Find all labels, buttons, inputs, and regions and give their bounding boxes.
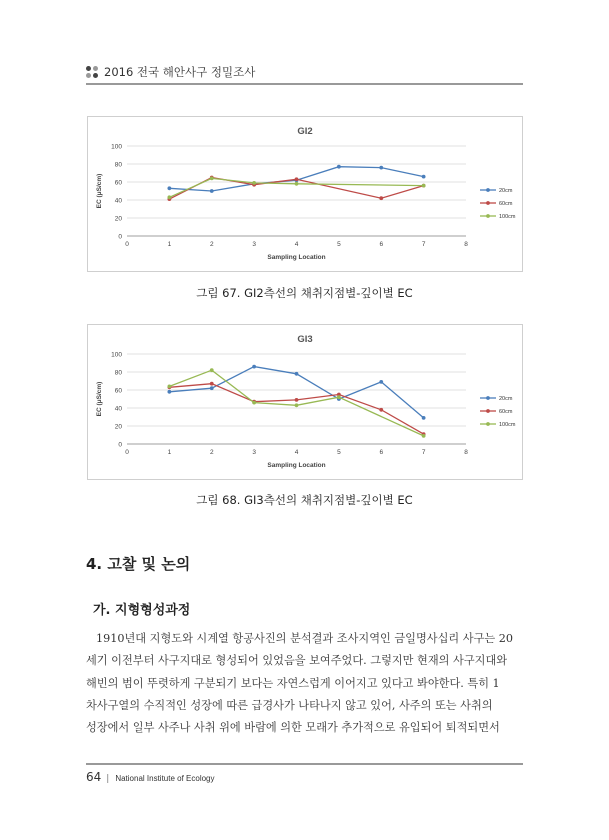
chart-gi2 <box>87 116 523 272</box>
data-point-60cm <box>379 408 383 412</box>
data-point-100cm <box>252 401 256 405</box>
y-tick-label: 40 <box>114 405 122 413</box>
data-point-20cm <box>379 380 383 384</box>
paragraph-line: 해빈의 범이 뚜렷하게 구분되기 보다는 자연스럽게 이어지고 있다고 봐야한다. 특히 1 <box>86 676 500 690</box>
figure-caption-67: 그림 67. GI2측선의 채취지점별-깊이별 EC <box>196 286 413 300</box>
data-point-100cm <box>167 385 171 389</box>
x-tick-label: 1 <box>167 449 172 456</box>
data-point-20cm <box>337 165 341 169</box>
y-tick-label: 0 <box>118 233 122 241</box>
y-tick-label: 20 <box>114 423 122 431</box>
data-point-20cm <box>210 189 214 193</box>
paragraph-line: 성장에서 일부 사주나 사취 위에 바람에 의한 모래가 추가적으로 유입되어 퇴적되면서 <box>86 721 500 735</box>
x-tick-label: 0 <box>125 449 129 456</box>
footer-institution: National Institute of Ecology <box>115 774 215 783</box>
legend-label: 60cm <box>499 409 513 415</box>
x-tick-label: 4 <box>294 241 299 248</box>
data-point-60cm <box>295 398 299 402</box>
legend-label: 100cm <box>499 214 516 220</box>
chart-title: GI3 <box>297 334 313 345</box>
subsection-title: 가. 지형형성과정 <box>93 603 191 618</box>
legend-label: 20cm <box>499 188 513 194</box>
x-tick-label: 6 <box>379 241 384 248</box>
legend-marker-60cm <box>486 409 490 413</box>
paragraph-line: 1910년대 지형도와 시계열 항공사진의 분석결과 조사지역인 금일명사십리 사구는 20 <box>96 632 513 645</box>
y-tick-label: 40 <box>114 197 122 205</box>
figure-caption-68: 그림 68. GI3측선의 채취지점별-깊이별 EC <box>196 493 413 507</box>
x-tick-label: 5 <box>337 449 341 456</box>
data-point-100cm <box>295 182 299 186</box>
chart-title: GI2 <box>297 126 313 137</box>
legend-marker-100cm <box>486 422 490 426</box>
section-title: 4. 고찰 및 논의 <box>86 555 191 573</box>
data-point-100cm <box>337 395 341 399</box>
footer-rule <box>86 763 523 765</box>
data-point-20cm <box>252 365 256 369</box>
y-axis-label: EC (μS/cm) <box>96 381 103 417</box>
data-point-20cm <box>210 386 214 390</box>
x-tick-label: 3 <box>252 449 256 456</box>
legend-marker-20cm <box>486 396 490 400</box>
chart-gi3 <box>87 324 523 480</box>
x-tick-label: 7 <box>421 449 426 456</box>
data-point-100cm <box>210 368 214 372</box>
legend-label: 100cm <box>499 422 516 428</box>
header-bullet-icon <box>86 66 98 78</box>
data-point-20cm <box>295 372 299 376</box>
x-axis-label: Sampling Location <box>267 462 326 469</box>
data-point-20cm <box>422 175 426 179</box>
y-tick-label: 0 <box>118 441 122 449</box>
legend-marker-20cm <box>486 188 490 192</box>
data-point-20cm <box>422 416 426 420</box>
y-tick-label: 80 <box>114 161 122 169</box>
page-number: 64 <box>86 770 102 784</box>
x-tick-label: 4 <box>294 449 299 456</box>
data-point-20cm <box>167 390 171 394</box>
paragraph-line: 차사구열의 수직적인 성장에 따른 급경사가 나타나지 않고 있어, 사주의 또는 사취의 <box>86 698 493 712</box>
y-tick-label: 20 <box>114 215 122 223</box>
y-tick-label: 60 <box>114 387 122 395</box>
data-point-100cm <box>295 403 299 407</box>
legend-marker-100cm <box>486 214 490 218</box>
x-tick-label: 7 <box>421 241 426 248</box>
x-tick-label: 3 <box>252 241 256 248</box>
y-tick-label: 80 <box>114 369 122 377</box>
data-point-100cm <box>167 195 171 199</box>
x-tick-label: 6 <box>379 449 384 456</box>
data-point-100cm <box>252 181 256 185</box>
footer <box>86 770 215 784</box>
body-paragraph <box>86 628 523 739</box>
data-point-60cm <box>210 382 214 386</box>
y-tick-label: 60 <box>114 179 122 187</box>
data-point-20cm <box>379 166 383 170</box>
y-tick-label: 100 <box>111 143 122 151</box>
data-point-20cm <box>167 186 171 190</box>
header-title: 2016 전국 해안사구 정밀조사 <box>104 65 256 79</box>
x-tick-label: 8 <box>464 449 468 456</box>
data-point-60cm <box>379 196 383 200</box>
series-line-60cm <box>169 384 423 434</box>
y-axis-label: EC (μS/cm) <box>96 173 103 209</box>
data-point-60cm <box>295 177 299 181</box>
data-point-100cm <box>210 177 214 181</box>
x-axis-label: Sampling Location <box>267 254 326 261</box>
x-tick-label: 2 <box>209 449 214 456</box>
chart-gi3-svg <box>88 325 522 479</box>
x-tick-label: 0 <box>125 241 129 248</box>
x-tick-label: 1 <box>167 241 172 248</box>
data-point-100cm <box>422 434 426 438</box>
x-tick-label: 2 <box>209 241 214 248</box>
legend-label: 20cm <box>499 396 513 402</box>
y-tick-label: 100 <box>111 351 122 359</box>
legend-marker-60cm <box>486 201 490 205</box>
paragraph-line: 세기 이전부터 사구지대로 형성되어 있었음을 보여주었다. 그렇지만 현재의 사구지대와 <box>86 654 508 668</box>
legend-label: 60cm <box>499 201 513 207</box>
running-header <box>86 64 255 80</box>
data-point-100cm <box>422 184 426 188</box>
footer-separator: | <box>106 774 110 784</box>
x-tick-label: 8 <box>464 241 468 248</box>
chart-gi2-svg <box>88 117 522 271</box>
x-tick-label: 5 <box>337 241 341 248</box>
header-rule <box>86 83 523 85</box>
